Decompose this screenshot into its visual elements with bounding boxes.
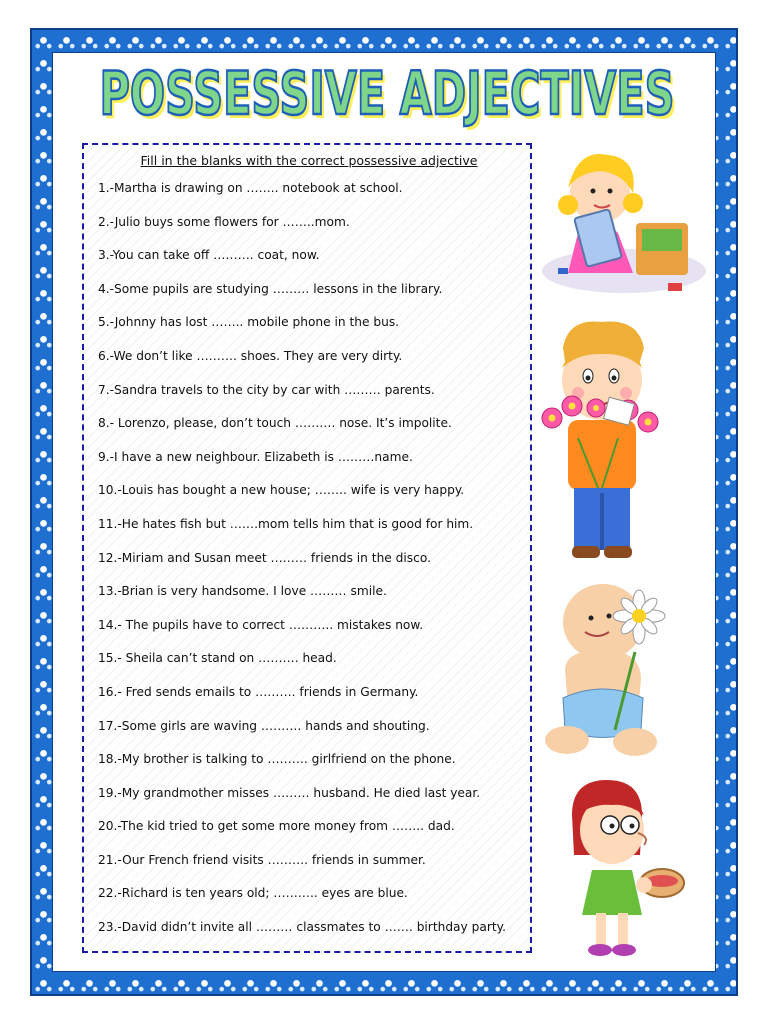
exercise-item: 19.-My grandmother misses ……… husband. He died last year. (98, 785, 481, 800)
baby-with-daisy-illustration (545, 580, 695, 760)
exercise-item: 10.-Louis has bought a new house; …….. wife is very happy. (98, 483, 465, 498)
girl-drawing-illustration (538, 143, 710, 301)
page-title (92, 52, 682, 132)
exercise-item: 15.- Sheila can’t stand on ………. head. (98, 651, 337, 666)
exercise-item: 11.-He hates fish but …….mom tells him that is good for him. (98, 516, 474, 531)
instructions: Fill in the blanks with the correct possessive adjective (140, 153, 478, 168)
exercise-item: 17.-Some girls are waving ………. hands and shouting. (98, 718, 430, 733)
exercise-item: 9.-I have a new neighbour. Elizabeth is ………name. (98, 449, 413, 464)
exercise-item: 20.-The kid tried to get some more money from …….. dad. (98, 819, 455, 834)
exercise-item: 7.-Sandra travels to the city by car with ……… parents. (98, 382, 435, 397)
exercise-item: 13.-Brian is very handsome. I love ……… smile. (98, 584, 387, 599)
exercise-panel (82, 143, 532, 953)
exercise-item: 22.-Richard is ten years old; ……….. eyes are blue. (98, 886, 408, 901)
girl-eating-sandwich-illustration (552, 775, 697, 960)
exercise-item: 2.-Julio buys some flowers for ……..mom. (98, 214, 350, 229)
exercise-item: 6.-We don’t like ………. shoes. They are very dirty. (98, 348, 403, 363)
exercise-item: 5.-Johnny has lost …….. mobile phone in the bus. (98, 315, 400, 330)
boy-with-flowers-illustration (538, 318, 666, 563)
exercise-item: 3.-You can take off ………. coat, now. (98, 248, 320, 263)
exercise-item: 21.-Our French friend visits ………. friends in summer. (98, 852, 426, 867)
exercise-item: 12.-Miriam and Susan meet ……… friends in the disco. (98, 550, 431, 565)
page-title-text: POSSESSIVE ADJECTIVES (102, 63, 678, 132)
exercise-item: 8.- Lorenzo, please, don’t touch ………. nose. It’s impolite. (98, 416, 452, 431)
exercise-item: 4.-Some pupils are studying ……… lessons in the library. (98, 281, 443, 296)
exercise-list (98, 179, 520, 952)
exercise-item: 18.-My brother is talking to ………. girlfriend on the phone. (98, 752, 456, 767)
exercise-item: 23.-David didn’t invite all ……… classmates to ……. birthday party. (98, 920, 506, 935)
exercise-item: 1.-Martha is drawing on …….. notebook at school. (98, 181, 403, 195)
exercise-item: 14.- The pupils have to correct ……….. mistakes now. (98, 617, 424, 632)
exercise-item: 16.- Fred sends emails to ………. friends in Germany. (98, 684, 419, 699)
page-title-text-main: POSSESSIVE ADJECTIVES (99, 59, 675, 129)
